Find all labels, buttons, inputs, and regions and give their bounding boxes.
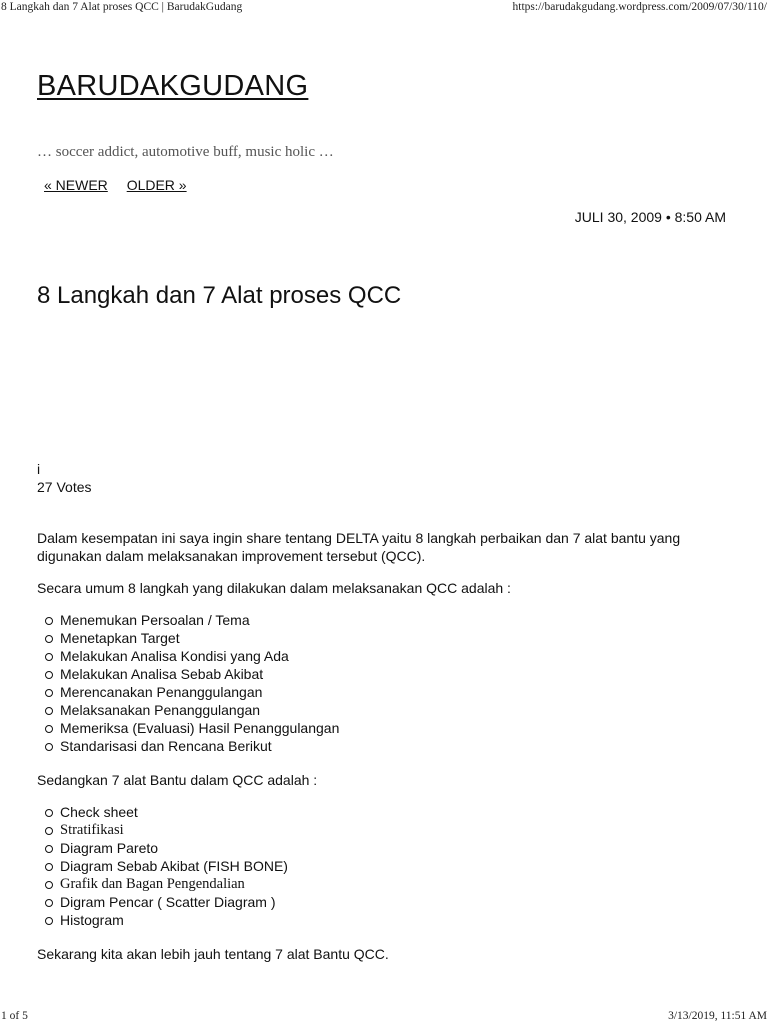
list-item: Melaksanakan Penanggulangan [45,701,734,719]
list-item: Menetapkan Target [45,629,734,647]
post-title: 8 Langkah dan 7 Alat proses QCC [37,282,402,309]
post-date: JULI 30, 2009 • 8:50 AM [574,209,726,225]
post-navigation [44,177,202,193]
list-item: Digram Pencar ( Scatter Diagram ) [45,893,734,911]
older-post-link[interactable]: OLDER » [126,177,187,193]
list-item: Stratifikasi [45,821,734,839]
list-item: Standarisasi dan Rencana Berikut [45,737,734,755]
print-datetime: 3/13/2019, 11:51 AM [668,1010,767,1022]
rating-icon[interactable]: i [37,461,41,477]
site-title-link[interactable]: BARUDAKGUDANG [37,70,309,102]
list-item: Diagram Pareto [45,839,734,857]
list-item: Melakukan Analisa Kondisi yang Ada [45,647,734,665]
tools-list [45,803,734,929]
list-item: Diagram Sebab Akibat (FISH BONE) [45,857,734,875]
print-header-title: 8 Langkah dan 7 Alat proses QCC | BarudakGudang [1,1,243,13]
steps-heading: Secara umum 8 langkah yang dilakukan dalam melaksanakan QCC adalah : [37,580,511,596]
list-item: Melakukan Analisa Sebab Akibat [45,665,734,683]
rating-widget [37,460,92,496]
site-tagline: … soccer addict, automotive buff, music holic … [37,144,334,160]
closing-paragraph: Sekarang kita akan lebih jauh tentang 7 alat Bantu QCC. [37,946,389,962]
newer-post-link[interactable]: « NEWER [44,177,108,193]
post-content [37,529,734,977]
page-number: 1 of 5 [1,1010,28,1022]
list-item: Memeriksa (Evaluasi) Hasil Penanggulangan [45,719,734,737]
list-item: Merencanakan Penanggulangan [45,683,734,701]
print-footer [0,1006,768,1024]
print-header [0,0,768,18]
print-header-url: https://barudakgudang.wordpress.com/2009/07/30/110/ [512,1,767,13]
tools-heading: Sedangkan 7 alat Bantu dalam QCC adalah : [37,772,318,788]
vote-count: 27 Votes [37,479,92,495]
list-item: Grafik dan Bagan Pengendalian [45,875,734,893]
list-item: Menemukan Persoalan / Tema [45,611,734,629]
intro-paragraph: Dalam kesempatan ini saya ingin share tentang DELTA yaitu 8 langkah perbaikan dan 7 alat bantu yang digunakan dalam melaksanakan improvement tersebut (QCC). [37,530,681,564]
list-item: Check sheet [45,803,734,821]
steps-list [45,611,734,755]
list-item: Histogram [45,911,734,929]
